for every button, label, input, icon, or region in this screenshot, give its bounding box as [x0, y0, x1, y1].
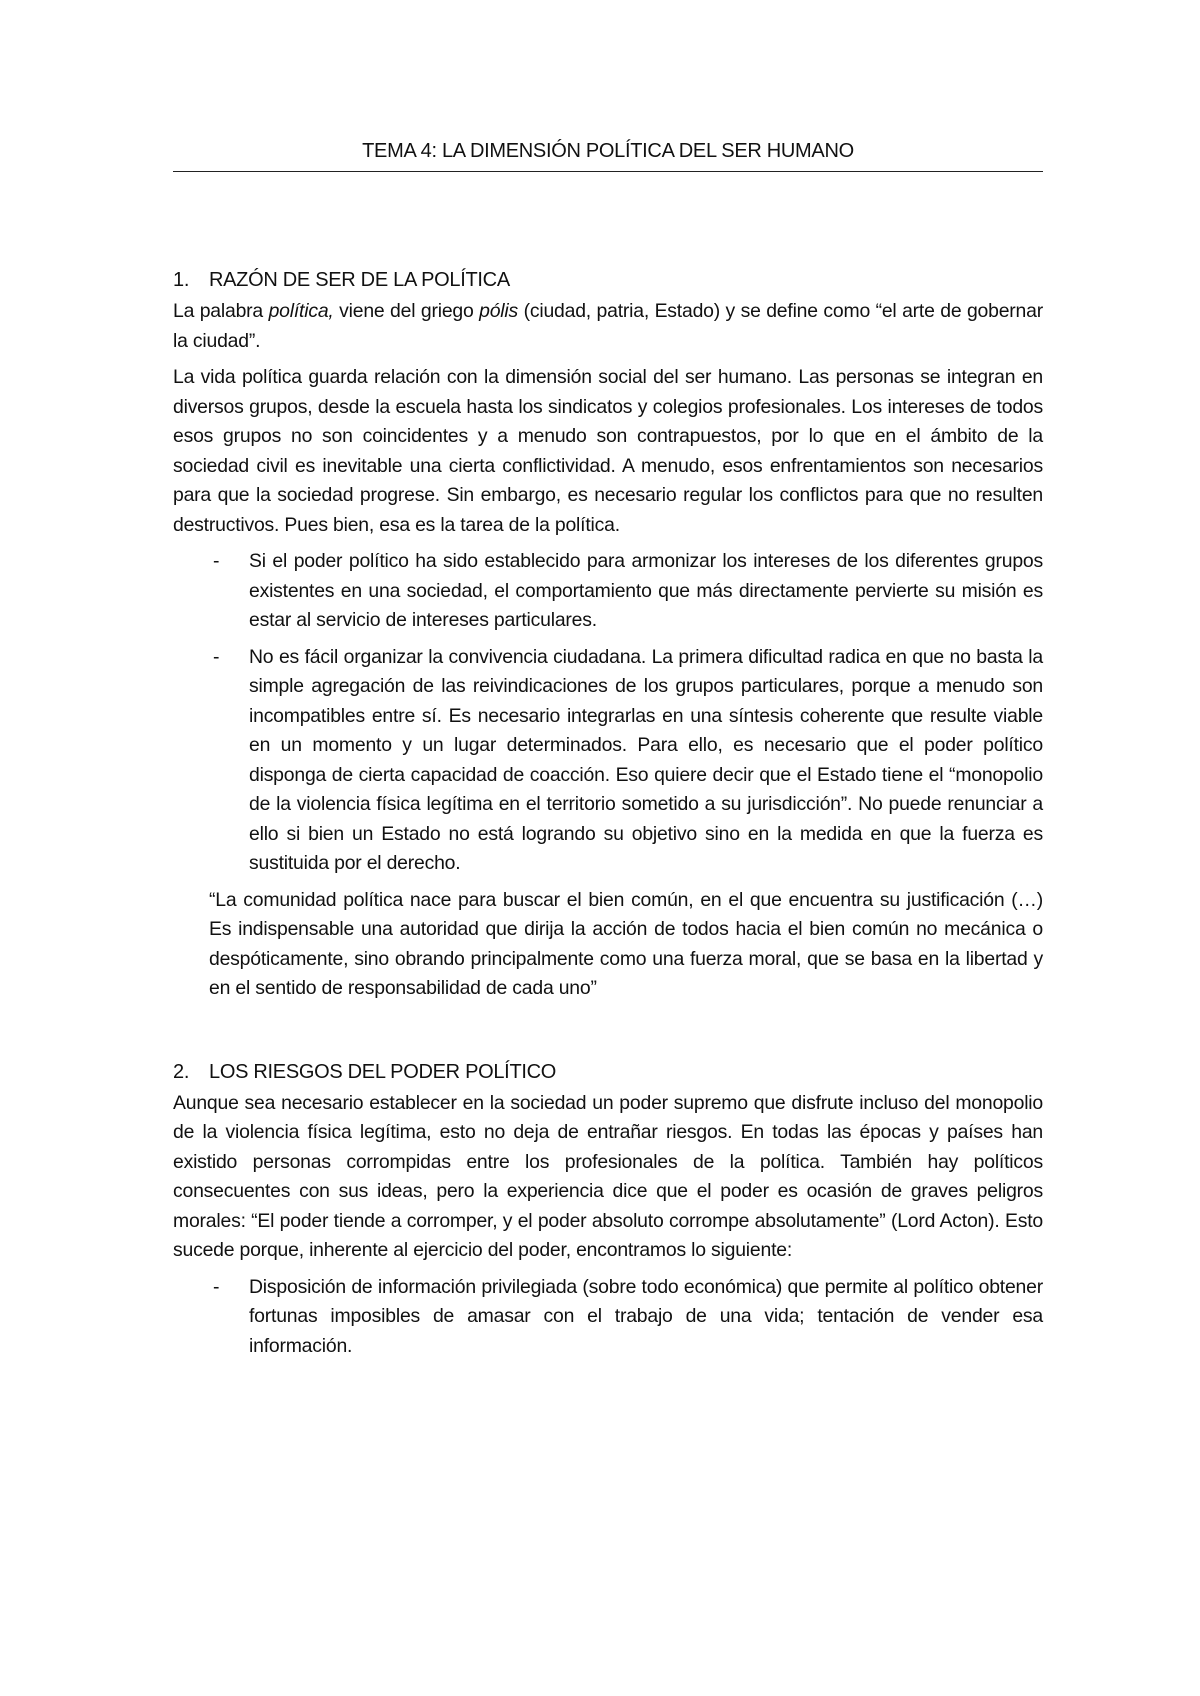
bullet-text: Disposición de información privilegiada (sobre todo económica) que permite al político obtener fortunas imposibles de amasar con el trabajo de una vida; tentación de vender esa información.: [249, 1275, 1043, 1357]
list-item: [173, 547, 1043, 636]
section-heading-text: LOS RIESGOS DEL PODER POLÍTICO: [209, 1060, 557, 1083]
document-title: TEMA 4: LA DIMENSIÓN POLÍTICA DEL SER HUMANO: [173, 140, 1043, 172]
section-heading: [173, 269, 1043, 292]
body-paragraph: Aunque sea necesario establecer en la sociedad un poder supremo que disfrute incluso del monopolio de la violencia física legítima, esto no deja de entrañar riesgos. En todas las épocas y países han existido personas corrompidas entre los profesionales de la política. También hay políticos consecuentes con sus ideas, pero la experiencia dice que el poder es ocasión de graves peligros morales: “El poder tiende a corromper, y el poder absoluto corrompe absolutamente” (Lord Acton). Esto sucede porque, inherente al ejercicio del poder, encontramos lo siguiente:: [173, 1091, 1043, 1261]
bullet-marker: -: [213, 550, 220, 572]
bullet-marker: -: [213, 1275, 220, 1298]
bullet-list: [173, 1273, 1043, 1362]
section-riesgos: [173, 1061, 1043, 1362]
bullet-list: [173, 547, 1043, 879]
section-heading: [173, 1061, 1043, 1084]
section-number: 2.: [173, 1060, 190, 1083]
section-razon-de-ser: [173, 269, 1043, 1004]
intro-paragraph: La palabra política, viene del griego pólis (ciudad, patria, Estado) y se define como “el arte de gobernar la ciudad”.: [173, 300, 1043, 352]
section-number: 1.: [173, 269, 190, 291]
bullet-text: No es fácil organizar la convivencia ciudadana. La primera dificultad radica en que no basta la simple agregación de las reivindicaciones de los grupos particulares, porque a menudo son incompatibles entre sí. Es necesario integrarlas en una síntesis coherente que resulte viable en un momento y un lugar determinados. Para ello, es necesario que el poder político disponga de cierta capacidad de coacción. Eso quiere decir que el Estado tiene el “monopolio de la violencia física legítima en el territorio sometido a su jurisdicción”. No puede renunciar a ello si bien un Estado no está logrando su objetivo sino en la medida en que la fuerza es sustituida por el derecho.: [249, 645, 1043, 874]
list-item: [173, 1273, 1043, 1362]
list-item: [173, 643, 1043, 879]
bullet-text: Si el poder político ha sido establecido para armonizar los intereses de los diferentes grupos existentes en una sociedad, el comportamiento que más directamente pervierte su misión es estar al servicio de intereses particulares.: [249, 550, 1043, 631]
quote-paragraph: “La comunidad política nace para buscar el bien común, en el que encuentra su justificación (…) Es indispensable una autoridad que dirija la acción de todos hacia el bien común no mecánica o despóticamente, sino obrando principalmente como una fuerza moral, que se basa en la libertad y en el sentido de responsabilidad de cada uno”: [209, 888, 1043, 999]
section-heading-text: RAZÓN DE SER DE LA POLÍTICA: [209, 269, 510, 291]
bullet-marker: -: [213, 645, 220, 668]
document-page: [173, 140, 1043, 1368]
body-paragraph: La vida política guarda relación con la dimensión social del ser humano. Las personas se integran en diversos grupos, desde la escuela hasta los sindicatos y colegios profesionales. Los intereses de todos esos grupos no son coincidentes y a menudo son contrapuestos, por lo que en el ámbito de la sociedad civil es inevitable una cierta conflictividad. A menudo, esos enfrentamientos son necesarios para que la sociedad progrese. Sin embargo, es necesario regular los conflictos para que no resulten destructivos. Pues bien, esa es la tarea de la política.: [173, 366, 1043, 536]
